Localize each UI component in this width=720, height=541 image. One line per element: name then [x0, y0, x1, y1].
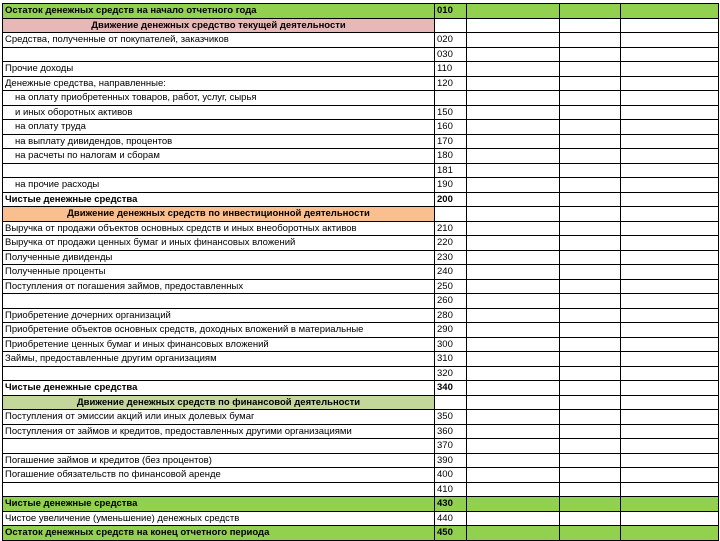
row-code-cell[interactable] — [435, 207, 467, 222]
value-cell-3[interactable] — [621, 381, 719, 396]
value-cell-2[interactable] — [560, 294, 621, 309]
value-cell-2[interactable] — [560, 279, 621, 294]
value-cell-1[interactable] — [467, 294, 560, 309]
value-cell-3[interactable] — [621, 468, 719, 483]
value-cell-3[interactable] — [621, 395, 719, 410]
value-cell-1[interactable] — [467, 395, 560, 410]
value-cell-3[interactable] — [621, 424, 719, 439]
row-code-cell[interactable]: 320 — [435, 366, 467, 381]
value-cell-2[interactable] — [560, 352, 621, 367]
value-cell-3[interactable] — [621, 207, 719, 222]
value-cell-2[interactable] — [560, 511, 621, 526]
row-label-cell[interactable]: на прочие расходы — [3, 178, 435, 193]
table-row — [3, 207, 719, 222]
cash-flow-table — [2, 3, 719, 541]
row-code-cell[interactable]: 150 — [435, 105, 467, 120]
value-cell-1[interactable] — [467, 265, 560, 280]
row-code-cell[interactable]: 240 — [435, 265, 467, 280]
value-cell-2[interactable] — [560, 381, 621, 396]
table-row — [3, 91, 719, 106]
value-cell-1[interactable] — [467, 468, 560, 483]
value-cell-3[interactable] — [621, 236, 719, 251]
value-cell-1[interactable] — [467, 18, 560, 33]
row-code-cell[interactable]: 360 — [435, 424, 467, 439]
value-cell-1[interactable] — [467, 47, 560, 62]
value-cell-2[interactable] — [560, 47, 621, 62]
table-row — [3, 236, 719, 251]
row-code-cell[interactable]: 181 — [435, 163, 467, 178]
row-code-cell[interactable]: 190 — [435, 178, 467, 193]
value-cell-1[interactable] — [467, 62, 560, 77]
row-label-cell[interactable]: Чистые денежные средства — [3, 192, 435, 207]
table-row — [3, 395, 719, 410]
value-cell-3[interactable] — [621, 76, 719, 91]
value-cell-1[interactable] — [467, 497, 560, 512]
value-cell-2[interactable] — [560, 207, 621, 222]
row-label-cell[interactable] — [3, 294, 435, 309]
value-cell-1[interactable] — [467, 178, 560, 193]
value-cell-3[interactable] — [621, 265, 719, 280]
value-cell-1[interactable] — [467, 4, 560, 19]
table-row — [3, 76, 719, 91]
row-label-cell[interactable]: Прочие доходы — [3, 62, 435, 77]
value-cell-3[interactable] — [621, 4, 719, 19]
row-label-cell[interactable]: на оплату труда — [3, 120, 435, 135]
value-cell-3[interactable] — [621, 163, 719, 178]
value-cell-2[interactable] — [560, 192, 621, 207]
value-cell-3[interactable] — [621, 410, 719, 425]
row-label-cell[interactable]: на выплату дивидендов, процентов — [3, 134, 435, 149]
value-cell-1[interactable] — [467, 207, 560, 222]
row-label-cell[interactable]: Займы, предоставленные другим организациям — [3, 352, 435, 367]
value-cell-1[interactable] — [467, 424, 560, 439]
value-cell-1[interactable] — [467, 33, 560, 48]
value-cell-2[interactable] — [560, 410, 621, 425]
row-label-cell[interactable]: Чистые денежные средства — [3, 381, 435, 396]
row-code-cell[interactable]: 450 — [435, 526, 467, 541]
row-code-cell[interactable]: 210 — [435, 221, 467, 236]
table-row — [3, 337, 719, 352]
row-label-cell[interactable]: Погашение обязательств по финансовой аренде — [3, 468, 435, 483]
row-code-cell[interactable]: 020 — [435, 33, 467, 48]
value-cell-2[interactable] — [560, 105, 621, 120]
table-row — [3, 163, 719, 178]
row-label-cell[interactable]: на оплату приобретенных товаров, работ, услуг, сырья — [3, 91, 435, 106]
row-label-cell[interactable]: Полученные проценты — [3, 265, 435, 280]
value-cell-1[interactable] — [467, 366, 560, 381]
row-code-cell[interactable]: 120 — [435, 76, 467, 91]
row-label-cell[interactable]: Выручка от продажи ценных бумаг и иных финансовых вложений — [3, 236, 435, 251]
value-cell-2[interactable] — [560, 149, 621, 164]
row-label-cell[interactable]: Чистое увеличение (уменьшение) денежных средств — [3, 511, 435, 526]
value-cell-2[interactable] — [560, 4, 621, 19]
row-code-cell[interactable]: 010 — [435, 4, 467, 19]
row-code-cell[interactable]: 390 — [435, 453, 467, 468]
value-cell-3[interactable] — [621, 279, 719, 294]
row-code-cell[interactable]: 280 — [435, 308, 467, 323]
table-row — [3, 33, 719, 48]
value-cell-1[interactable] — [467, 453, 560, 468]
table-row — [3, 352, 719, 367]
row-code-cell[interactable]: 290 — [435, 323, 467, 338]
table-row — [3, 62, 719, 77]
table-row — [3, 192, 719, 207]
value-cell-3[interactable] — [621, 62, 719, 77]
table-row — [3, 178, 719, 193]
row-label-cell[interactable] — [3, 47, 435, 62]
value-cell-1[interactable] — [467, 337, 560, 352]
table-row — [3, 381, 719, 396]
row-code-cell[interactable]: 030 — [435, 47, 467, 62]
value-cell-2[interactable] — [560, 424, 621, 439]
value-cell-3[interactable] — [621, 192, 719, 207]
row-label-cell[interactable] — [3, 439, 435, 454]
table-body — [3, 4, 719, 541]
value-cell-1[interactable] — [467, 410, 560, 425]
table-row — [3, 47, 719, 62]
value-cell-1[interactable] — [467, 250, 560, 265]
row-label-cell[interactable]: Приобретение ценных бумаг и иных финансовых вложений — [3, 337, 435, 352]
row-code-cell[interactable]: 400 — [435, 468, 467, 483]
value-cell-3[interactable] — [621, 308, 719, 323]
value-cell-3[interactable] — [621, 91, 719, 106]
row-code-cell[interactable]: 230 — [435, 250, 467, 265]
row-label-cell[interactable]: Приобретение объектов основных средств, доходных вложений в материальные — [3, 323, 435, 338]
value-cell-2[interactable] — [560, 323, 621, 338]
row-label-cell[interactable]: Приобретение дочерних организаций — [3, 308, 435, 323]
value-cell-3[interactable] — [621, 33, 719, 48]
value-cell-1[interactable] — [467, 526, 560, 541]
value-cell-3[interactable] — [621, 337, 719, 352]
row-label-cell[interactable]: Остаток денежных средств на конец отчетного периода — [3, 526, 435, 541]
row-code-cell[interactable]: 160 — [435, 120, 467, 135]
value-cell-2[interactable] — [560, 439, 621, 454]
table-row — [3, 134, 719, 149]
table-row — [3, 308, 719, 323]
row-code-cell[interactable]: 440 — [435, 511, 467, 526]
table-row — [3, 482, 719, 497]
table-row — [3, 468, 719, 483]
table-row — [3, 250, 719, 265]
row-code-cell[interactable] — [435, 18, 467, 33]
value-cell-2[interactable] — [560, 265, 621, 280]
value-cell-3[interactable] — [621, 482, 719, 497]
value-cell-1[interactable] — [467, 120, 560, 135]
value-cell-1[interactable] — [467, 91, 560, 106]
value-cell-3[interactable] — [621, 149, 719, 164]
row-label-cell[interactable]: Движение денежных средство текущей деятельности — [3, 18, 435, 33]
row-label-cell[interactable]: Движение денежных средств по финансовой деятельности — [3, 395, 435, 410]
table-row — [3, 511, 719, 526]
row-label-cell[interactable]: Полученные дивиденды — [3, 250, 435, 265]
table-row — [3, 4, 719, 19]
value-cell-2[interactable] — [560, 366, 621, 381]
row-code-cell[interactable]: 370 — [435, 439, 467, 454]
row-label-cell[interactable]: Выручка от продажи объектов основных средств и иных внеоборотных активов — [3, 221, 435, 236]
value-cell-3[interactable] — [621, 47, 719, 62]
value-cell-3[interactable] — [621, 366, 719, 381]
value-cell-1[interactable] — [467, 308, 560, 323]
value-cell-2[interactable] — [560, 497, 621, 512]
value-cell-2[interactable] — [560, 395, 621, 410]
value-cell-1[interactable] — [467, 221, 560, 236]
value-cell-3[interactable] — [621, 352, 719, 367]
table-row — [3, 497, 719, 512]
value-cell-2[interactable] — [560, 221, 621, 236]
table-row — [3, 149, 719, 164]
row-code-cell[interactable]: 300 — [435, 337, 467, 352]
table-row — [3, 279, 719, 294]
table-row — [3, 221, 719, 236]
table-row — [3, 18, 719, 33]
value-cell-1[interactable] — [467, 511, 560, 526]
value-cell-1[interactable] — [467, 439, 560, 454]
value-cell-2[interactable] — [560, 76, 621, 91]
row-label-cell[interactable]: Чистые денежные средства — [3, 497, 435, 512]
value-cell-2[interactable] — [560, 236, 621, 251]
table-row — [3, 410, 719, 425]
table-row — [3, 265, 719, 280]
value-cell-1[interactable] — [467, 279, 560, 294]
value-cell-2[interactable] — [560, 134, 621, 149]
value-cell-3[interactable] — [621, 294, 719, 309]
value-cell-2[interactable] — [560, 453, 621, 468]
row-code-cell[interactable]: 180 — [435, 149, 467, 164]
value-cell-2[interactable] — [560, 62, 621, 77]
value-cell-2[interactable] — [560, 178, 621, 193]
row-code-cell[interactable] — [435, 91, 467, 106]
value-cell-3[interactable] — [621, 526, 719, 541]
row-label-cell[interactable]: Средства, полученные от покупателей, заказчиков — [3, 33, 435, 48]
value-cell-3[interactable] — [621, 497, 719, 512]
row-label-cell[interactable] — [3, 163, 435, 178]
table-row — [3, 453, 719, 468]
value-cell-1[interactable] — [467, 105, 560, 120]
value-cell-1[interactable] — [467, 134, 560, 149]
value-cell-1[interactable] — [467, 192, 560, 207]
table-row — [3, 120, 719, 135]
table-row — [3, 439, 719, 454]
row-code-cell[interactable]: 250 — [435, 279, 467, 294]
value-cell-1[interactable] — [467, 76, 560, 91]
row-code-cell[interactable]: 220 — [435, 236, 467, 251]
value-cell-3[interactable] — [621, 250, 719, 265]
value-cell-3[interactable] — [621, 134, 719, 149]
value-cell-1[interactable] — [467, 323, 560, 338]
value-cell-1[interactable] — [467, 236, 560, 251]
row-code-cell[interactable]: 200 — [435, 192, 467, 207]
row-code-cell[interactable]: 340 — [435, 381, 467, 396]
value-cell-2[interactable] — [560, 91, 621, 106]
row-code-cell[interactable]: 110 — [435, 62, 467, 77]
value-cell-2[interactable] — [560, 468, 621, 483]
value-cell-2[interactable] — [560, 482, 621, 497]
table-row — [3, 366, 719, 381]
value-cell-2[interactable] — [560, 163, 621, 178]
row-label-cell[interactable]: Поступления от займов и кредитов, предоставленных другими организациями — [3, 424, 435, 439]
value-cell-2[interactable] — [560, 250, 621, 265]
value-cell-1[interactable] — [467, 163, 560, 178]
row-label-cell[interactable]: Погашение займов и кредитов (без процентов) — [3, 453, 435, 468]
row-code-cell[interactable]: 260 — [435, 294, 467, 309]
row-label-cell[interactable]: Поступления от эмиссии акций или иных долевых бумаг — [3, 410, 435, 425]
table-row — [3, 294, 719, 309]
row-code-cell[interactable]: 350 — [435, 410, 467, 425]
value-cell-3[interactable] — [621, 178, 719, 193]
value-cell-3[interactable] — [621, 18, 719, 33]
value-cell-3[interactable] — [621, 120, 719, 135]
value-cell-3[interactable] — [621, 323, 719, 338]
row-code-cell[interactable]: 410 — [435, 482, 467, 497]
row-label-cell[interactable]: Движение денежных средств по инвестиционной деятельности — [3, 207, 435, 222]
value-cell-2[interactable] — [560, 33, 621, 48]
table-row — [3, 323, 719, 338]
table-row — [3, 105, 719, 120]
value-cell-3[interactable] — [621, 453, 719, 468]
table-row — [3, 526, 719, 541]
value-cell-2[interactable] — [560, 308, 621, 323]
value-cell-1[interactable] — [467, 482, 560, 497]
value-cell-1[interactable] — [467, 352, 560, 367]
table-row — [3, 424, 719, 439]
row-label-cell[interactable]: Остаток денежных средств на начало отчетного года — [3, 4, 435, 19]
value-cell-2[interactable] — [560, 337, 621, 352]
row-label-cell[interactable] — [3, 482, 435, 497]
value-cell-3[interactable] — [621, 439, 719, 454]
row-label-cell[interactable] — [3, 366, 435, 381]
row-label-cell[interactable]: на расчеты по налогам и сборам — [3, 149, 435, 164]
value-cell-1[interactable] — [467, 149, 560, 164]
value-cell-2[interactable] — [560, 18, 621, 33]
value-cell-2[interactable] — [560, 120, 621, 135]
value-cell-2[interactable] — [560, 526, 621, 541]
row-label-cell[interactable]: Денежные средства, направленные: — [3, 76, 435, 91]
row-code-cell[interactable]: 170 — [435, 134, 467, 149]
row-code-cell[interactable]: 310 — [435, 352, 467, 367]
row-code-cell[interactable] — [435, 395, 467, 410]
value-cell-3[interactable] — [621, 511, 719, 526]
row-label-cell[interactable]: Поступления от погашения займов, предоставленных — [3, 279, 435, 294]
value-cell-1[interactable] — [467, 381, 560, 396]
value-cell-3[interactable] — [621, 221, 719, 236]
row-code-cell[interactable]: 430 — [435, 497, 467, 512]
value-cell-3[interactable] — [621, 105, 719, 120]
row-label-cell[interactable]: и иных оборотных активов — [3, 105, 435, 120]
